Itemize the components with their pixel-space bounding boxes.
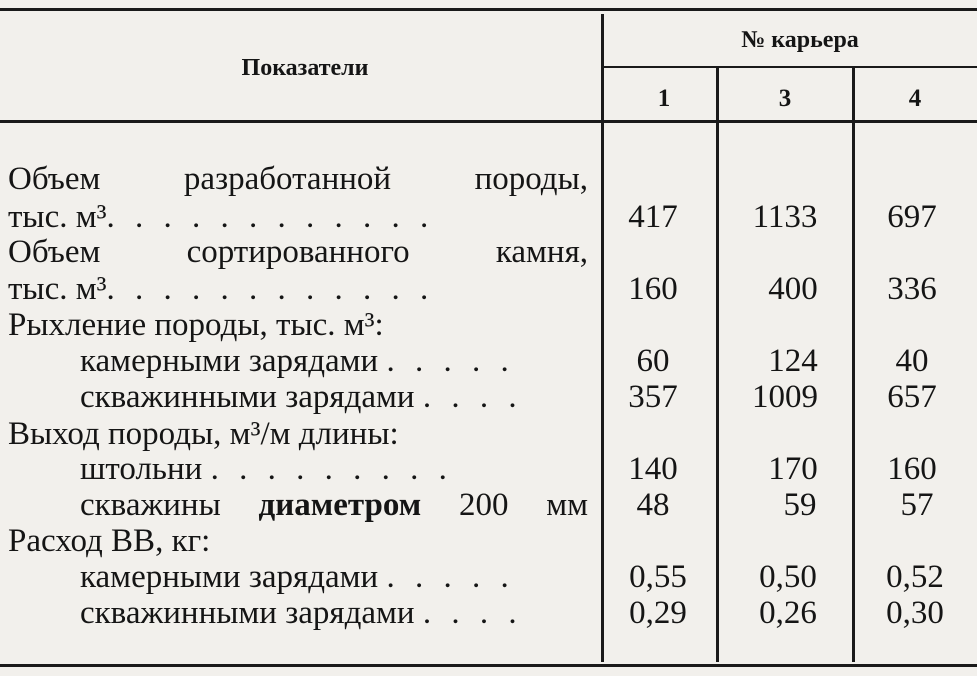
- row-label-line2: тыс. м³. . . . . . . . . . . .: [8, 199, 435, 235]
- quarry-number-header: № карьера: [741, 27, 859, 53]
- cell-value: 170: [768, 451, 818, 487]
- cell-value: 160: [628, 271, 678, 307]
- cell-value: 0,50: [759, 559, 817, 595]
- section-label: Рыхление породы, тыс. м³:: [8, 307, 384, 343]
- quarry-col-4: 4: [908, 85, 922, 112]
- quarry-col-1: 1: [657, 85, 671, 112]
- row-label-line1: Объем сортированного камня,: [8, 234, 588, 270]
- cell-value: 60: [636, 343, 670, 379]
- row-label: скважинными зарядами . . . .: [80, 379, 523, 415]
- header-bottom-rule: [0, 120, 977, 123]
- cell-value: 59: [783, 487, 817, 523]
- cell-value: 417: [628, 199, 678, 235]
- cell-value: 357: [628, 379, 678, 415]
- indicators-header: Показатели: [241, 55, 369, 81]
- cell-value: 0,29: [629, 595, 687, 631]
- section-label: Расход ВВ, кг:: [8, 523, 211, 559]
- top-rule: [0, 8, 977, 11]
- column-divider-2: [716, 68, 719, 662]
- cell-value: 697: [887, 199, 937, 235]
- cell-value: 657: [887, 379, 937, 415]
- cell-value: 1133: [752, 199, 818, 235]
- cell-value: 0,52: [886, 559, 944, 595]
- quarry-col-3: 3: [778, 85, 792, 112]
- row-label: камерными зарядами . . . . .: [80, 559, 515, 595]
- row-label: скважинными зарядами . . . .: [80, 595, 523, 631]
- cell-value: 0,30: [886, 595, 944, 631]
- group-header-rule: [603, 66, 977, 68]
- row-label: штольни . . . . . . . . .: [80, 451, 453, 487]
- cell-value: 57: [900, 487, 934, 523]
- column-divider-3: [852, 68, 855, 662]
- cell-value: 336: [887, 271, 937, 307]
- cell-value: 0,26: [759, 595, 817, 631]
- section-label: Выход породы, м³/м длины:: [8, 416, 399, 452]
- cell-value: 40: [895, 343, 929, 379]
- cell-value: 160: [887, 451, 937, 487]
- row-label-line2: тыс. м³. . . . . . . . . . . .: [8, 271, 435, 307]
- cell-value: 48: [636, 487, 670, 523]
- cell-value: 400: [768, 271, 818, 307]
- row-label-line1: Объем разработанной породы,: [8, 161, 588, 197]
- cell-value: 124: [768, 343, 818, 379]
- cell-value: 140: [628, 451, 678, 487]
- row-label: скважины диаметром 200 мм: [80, 487, 588, 523]
- bottom-rule: [0, 664, 977, 667]
- cell-value: 1009: [752, 379, 818, 415]
- row-label: камерными зарядами . . . . .: [80, 343, 515, 379]
- cell-value: 0,55: [629, 559, 687, 595]
